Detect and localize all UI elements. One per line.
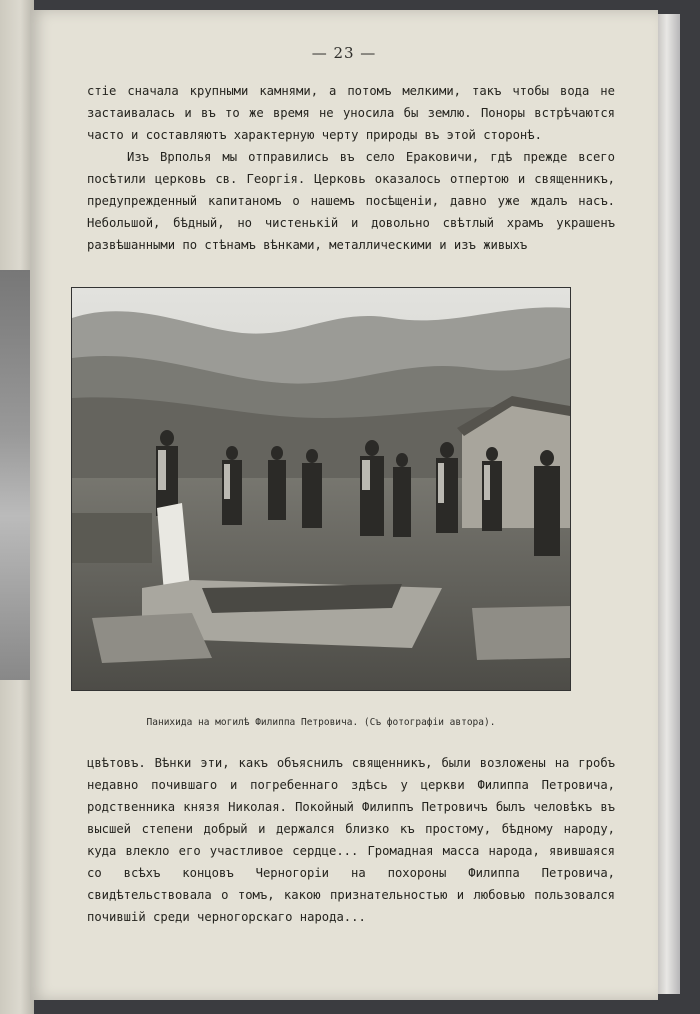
photo-caption: Панихида на могилѣ Филиппа Петровича. (Съ фотографіи автора).	[146, 717, 496, 728]
paragraph-3: цвѣтовъ. Вѣнки эти, какъ объяснилъ священникъ, были возложены на гробъ недавно почившаго и погребеннаго здѣсь у церкви Филиппа Петровича, родственника князя Николая. Покойный Филиппъ Петровичъ былъ человѣкъ въ высшей степени добрый и держался близко къ простому, бѣдному народу, куда влекло его участливое сердце... Громадная масса народа, явившаяся со всѣхъ концовъ Черногоріи на похороны Филиппа Петровича, свидѣтельствовала о томъ, какою признательностью и любовью пользовался почившій среди черногорскаго народа...	[87, 756, 615, 924]
facing-page	[0, 0, 34, 1014]
page-number: — 23 —	[311, 44, 377, 62]
page-block-edge	[658, 14, 680, 994]
text-block-top	[87, 80, 615, 256]
text-block-bottom	[87, 752, 615, 928]
paragraph-1: стіе сначала крупными камнями, а потомъ мелкими, такъ чтобы вода не застаивалась и въ то же время не уносила бы землю. Поноры встрѣчаются часто и составляютъ характерную черту природы въ этой сторонѣ.	[87, 84, 615, 142]
photograph-memorial-service-icon	[72, 288, 570, 690]
book-page	[30, 10, 658, 1000]
facing-page-illustration	[0, 270, 30, 680]
memorial-photograph	[71, 287, 571, 691]
paragraph-2: Изъ Врполья мы отправились въ село Ераковичи, гдѣ прежде всего посѣтили церковь св. Георгія. Церковь оказалось отпертою и священникъ, предупрежденный капитаномъ о нашемъ посѣщеніи, давно уже ждалъ насъ. Небольшой, бѣдный, но чистенькій и довольно свѣтлый храмъ украшенъ развѣшанными по стѣнамъ вѣнками, металлическими и изъ живыхъ	[87, 150, 615, 252]
